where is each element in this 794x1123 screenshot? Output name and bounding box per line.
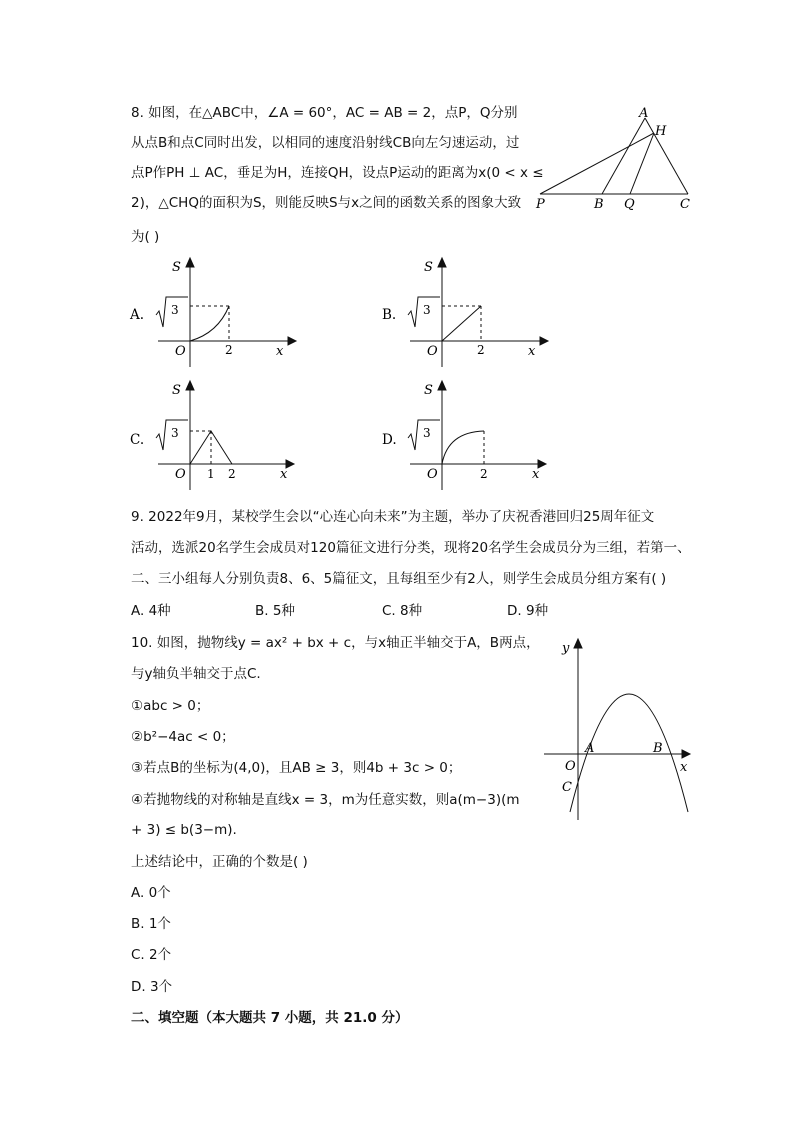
q8-line-4: 2)，△CHQ的面积为S，则能反映S与x之间的函数关系的图象大致 xyxy=(131,195,522,211)
tick-2-label: 2 xyxy=(477,343,485,357)
origin-label: O xyxy=(175,344,186,359)
option-c-letter: C. xyxy=(130,432,145,448)
q8-triangle-figure xyxy=(530,104,700,214)
tick-2-label: 2 xyxy=(480,467,488,481)
label-h: H xyxy=(655,124,667,139)
axis-x-label: x xyxy=(280,467,288,482)
q10-statement-1: ①abc > 0； xyxy=(131,698,210,714)
q10-statement-4: ④若抛物线的对称轴是直线x = 3，m为任意实数，则a(m−3)(m xyxy=(131,792,520,808)
q8-option-d-graph xyxy=(380,378,560,498)
axis-x-label: x xyxy=(276,344,284,359)
q10-statement-2: ②b²−4ac < 0； xyxy=(131,729,235,745)
option-a-letter: A. xyxy=(130,307,145,323)
q9-choice-d: D. 9种 xyxy=(507,603,549,619)
q10-choice-d: D. 3个 xyxy=(131,979,173,995)
triangle-graph xyxy=(190,431,232,464)
x-arrow xyxy=(682,750,690,758)
sqrt3-label: 3 xyxy=(171,303,179,317)
label-y: y xyxy=(562,641,570,656)
q8-line-5: 为( ) xyxy=(131,229,160,245)
q9-line-2: 活动，选派20名学生会成员对120篇征文进行分类，现将20名学生会成员分为三组，若第一、 xyxy=(131,540,691,556)
axis-s-label: S xyxy=(424,383,433,398)
section-title: 二、填空题（本大题共 7 小题，共 21.0 分） xyxy=(131,1010,409,1026)
x-arrow xyxy=(540,337,548,345)
y-arrow xyxy=(438,258,446,267)
option-d-letter: D. xyxy=(382,432,397,448)
label-b: B xyxy=(594,197,604,212)
q10-line-1: 10. 如图，抛物线y = ax² + bx + c，与x轴正半轴交于A，B两点， xyxy=(131,635,540,651)
q10-question: 上述结论中，正确的个数是( ) xyxy=(131,854,308,870)
label-a: A xyxy=(639,106,649,121)
origin-label: O xyxy=(427,467,438,482)
label-c: C xyxy=(562,780,572,795)
q8-line-1: 8. 如图，在△ABC中，∠A = 60°，AC = AB = 2，点P，Q分别 xyxy=(131,105,518,121)
option-b-letter: B. xyxy=(382,307,397,323)
sqrt3-label: 3 xyxy=(423,426,431,440)
tick-2-label: 2 xyxy=(228,467,236,481)
label-b: B xyxy=(653,741,663,756)
label-o: O xyxy=(565,759,576,774)
q8-option-c-graph xyxy=(128,378,308,498)
axis-x-label: x xyxy=(532,467,540,482)
q10-parabola-figure xyxy=(540,636,710,826)
q8-option-a-graph xyxy=(128,255,308,375)
axis-x-label: x xyxy=(528,344,536,359)
q8-line-2: 从点B和点C同时出发，以相同的速度沿射线CB向左匀速运动，过 xyxy=(131,135,520,151)
tick-1-label: 1 xyxy=(207,467,215,481)
y-arrow xyxy=(438,381,446,390)
origin-label: O xyxy=(427,344,438,359)
q9-choice-c: C. 8种 xyxy=(382,603,423,619)
side-ab xyxy=(602,118,645,194)
q10-choice-a: A. 0个 xyxy=(131,885,171,901)
label-x: x xyxy=(680,760,688,775)
y-arrow xyxy=(186,258,194,267)
line-ph xyxy=(540,133,654,194)
label-q: Q xyxy=(624,197,635,212)
origin-label: O xyxy=(175,467,186,482)
label-a: A xyxy=(585,741,595,756)
q10-choice-c: C. 2个 xyxy=(131,947,172,963)
sqrt3-label: 3 xyxy=(423,303,431,317)
straight-line xyxy=(442,306,481,341)
q10-statement-4-cont: + 3) ≤ b(3−m). xyxy=(131,822,237,838)
curve-concave-down xyxy=(442,431,484,464)
q9-choice-a: A. 4种 xyxy=(131,603,171,619)
x-arrow xyxy=(288,337,296,345)
q10-statement-3: ③若点B的坐标为(4,0)，且AB ≥ 3，则4b + 3c > 0； xyxy=(131,760,462,776)
label-p: P xyxy=(536,197,545,212)
q10-line-2: 与y轴负半轴交于点C. xyxy=(131,666,261,682)
q9-choice-b: B. 5种 xyxy=(255,603,295,619)
q10-choice-b: B. 1个 xyxy=(131,916,171,932)
curve-concave-up xyxy=(190,306,229,341)
y-arrow xyxy=(186,381,194,390)
q9-line-3: 二、三小组每人分别负责8、6、5篇征文，且每组至少有2人，则学生会成员分组方案有( ) xyxy=(131,571,667,587)
axis-s-label: S xyxy=(172,383,181,398)
tick-2-label: 2 xyxy=(225,343,233,357)
y-arrow xyxy=(574,639,582,648)
q8-line-3: 点P作PH ⊥ AC，垂足为H，连接QH，设点P运动的距离为x(0 < x ≤ xyxy=(131,165,544,181)
axis-s-label: S xyxy=(424,260,433,275)
sqrt3-label: 3 xyxy=(171,426,179,440)
q8-option-b-graph xyxy=(380,255,560,375)
q9-line-1: 9. 2022年9月，某校学生会以“心连心向未来”为主题，举办了庆祝香港回归25周年征文 xyxy=(131,509,655,525)
label-c: C xyxy=(680,197,690,212)
line-qh xyxy=(630,133,654,194)
axis-s-label: S xyxy=(172,260,181,275)
side-ac xyxy=(645,118,688,194)
